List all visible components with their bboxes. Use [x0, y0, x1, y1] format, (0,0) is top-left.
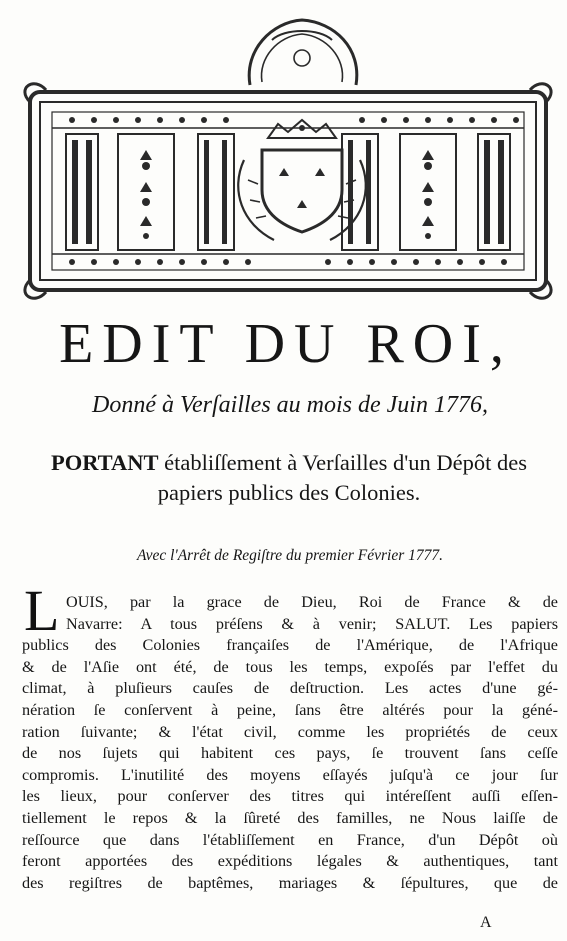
- drop-cap-initial: L: [24, 578, 60, 643]
- body-line: les lieux, pour conſerver des titres qui intéreſſent auſſi eſſen-: [22, 787, 558, 806]
- body-line: reſſource que dans l'établiſſement en France, d'un Dépôt où: [22, 830, 558, 849]
- body-line: tiellement le repos & la ſûreté des familles, ne Nous laiſſe de: [22, 808, 558, 827]
- body-line: Navarre: A tous préſens & à venir; SALUT. Les papiers: [66, 614, 558, 633]
- signature-mark: A: [480, 914, 492, 931]
- body-line: compromis. L'inutilité des moyens eſſayés juſqu'à ce jour ſur: [22, 765, 558, 784]
- subject-text: établiſſement à Verſailles d'un Dépôt des papiers publics des Colonies.: [157, 450, 528, 505]
- edict-date-line: Donné à Verſailles au mois de Juin 1776,: [92, 392, 488, 418]
- body-line: climat, à pluſieurs cauſes de deſtruction. Les actes d'une gé-: [22, 679, 558, 698]
- body-line: OUIS, par la grace de Dieu, Roi de France & de: [66, 593, 558, 611]
- registration-decree-line: Avec l'Arrêt de Regiſtre du premier Février 1777.: [136, 547, 444, 564]
- body-line: ration ſuivante; & l'état civil, comme les propriétés de ceux: [22, 722, 558, 741]
- edict-title: EDIT DU ROI,: [59, 313, 513, 375]
- body-line: publics des Colonies françaiſes de l'Amérique, de l'Afrique: [22, 636, 558, 655]
- royal-arms-ornament-icon: [22, 10, 554, 300]
- subject-lead-word: PORTANT: [50, 450, 159, 475]
- body-line: de nos ſujets qui habitent ces pays, ſe trouvent ſans ceſſe: [22, 744, 558, 763]
- edict-body-text: [22, 592, 558, 894]
- body-line: des regiſtres de baptêmes, mariages & ſépultures, que de: [22, 873, 558, 892]
- body-line: & de l'Aſie ont été, de tous les temps, expoſés par l'effet du: [22, 657, 558, 676]
- body-line: nération ſe conſervent à peine, ſans être altérés pour la géné-: [22, 700, 558, 719]
- body-line: feront apportées des expéditions légales & authentiques, tant: [22, 852, 558, 871]
- edict-subject: [24, 448, 554, 508]
